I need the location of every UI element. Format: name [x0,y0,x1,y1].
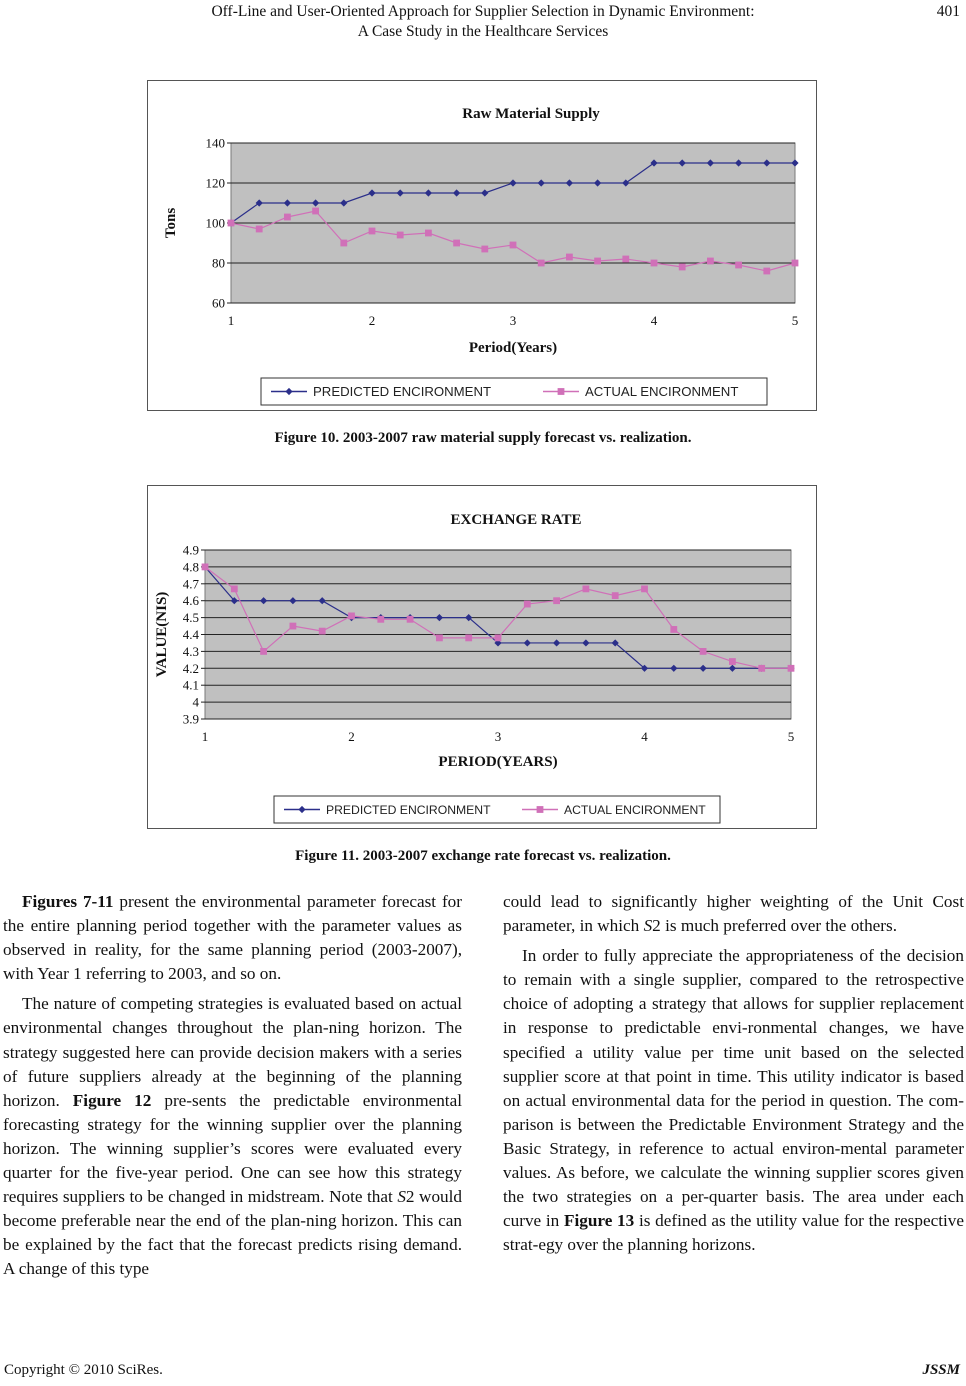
data-point [538,260,545,267]
data-point [340,240,347,247]
data-point [510,242,517,249]
data-point [670,626,677,633]
data-point [641,585,648,592]
paragraph [3,992,462,1281]
legend [274,796,720,823]
legend-label: PREDICTED ENCIRONMENT [313,384,492,399]
supplier-symbol: S [397,1187,406,1207]
paragraph [503,890,964,938]
legend [261,378,767,405]
data-point [260,648,267,655]
data-point [397,232,404,239]
footer-journal: JSSM [922,1362,960,1378]
y-tick-label: 60 [212,295,225,311]
data-point [319,628,326,635]
x-tick-label: 2 [368,313,376,328]
data-point [202,564,209,571]
x-tick-label: 1 [201,729,209,744]
legend-label: ACTUAL ENCIRONMENT [564,803,706,817]
data-point [290,623,297,630]
data-point [228,220,235,227]
y-tick-label: 3.9 [182,711,199,727]
x-tick-label: 1 [227,313,235,328]
paragraph-text: is defined as the utility value for the respective strat-egy over the planning horizons. [503,1211,964,1255]
legend-marker [558,388,565,395]
y-tick-label: 4.3 [182,643,199,659]
page-number: 401 [936,3,960,20]
y-tick-label: 120 [205,175,225,191]
footer-copyright: Copyright © 2010 SciRes. [4,1362,163,1378]
paragraph-text: 2 would become preferable near the end of the plan-ning horizon. This can be explained by the fact that the forecast predicts rising demand. A change of this type [3,1187,463,1279]
header-title-line2: A Case Study in the Healthcare Services [357,23,609,40]
data-point [679,264,686,271]
y-tick-label: 4.9 [182,542,199,558]
data-point [792,260,799,267]
y-axis-label: VALUE(NIS) [154,591,170,678]
figure-reference: Figure 12 [72,1090,152,1110]
x-tick-label: 4 [650,313,658,328]
data-point [284,214,291,221]
supplier-symbol: S [643,916,653,936]
y-tick-label: 4.2 [182,660,199,676]
y-tick-label: 140 [205,135,225,151]
data-point [407,616,414,623]
figure-10-caption: Figure 10. 2003-2007 raw material supply forecast vs. realization. [274,430,692,446]
y-tick-label: 4.7 [182,576,199,592]
data-point [651,260,658,267]
data-point [465,634,472,641]
figure-reference: Figure 13 [563,1211,635,1231]
data-point [763,268,770,275]
x-axis-label: Period(Years) [468,340,558,356]
data-point [369,228,376,235]
data-point [566,254,573,261]
data-point [700,648,707,655]
data-point [612,592,619,599]
data-point [453,240,460,247]
figure-11-chart [147,485,817,829]
y-tick-label: 4.8 [182,559,199,575]
y-axis-label: Tons [163,207,179,239]
paragraph-text: could lead to significantly higher weighting of the Unit Cost parameter, in which [503,892,964,936]
figure-reference: Figures 7-11 [22,892,114,911]
paragraph-text: pre-sents the predictable environmental forecasting strategy for the winning supplier over the planning horizon. The winning supplier’s scores were evaluated every quarter for the five-year period. One can see how this strategy requires suppliers to be changed in midstream. Note that [3,1090,462,1207]
data-point [553,597,560,604]
data-point [707,258,714,265]
chart-title: EXCHANGE RATE [450,512,582,528]
data-point [256,226,263,233]
header-title-line1: Off-Line and User-Oriented Approach for Supplier Selection in Dynamic Environment: [211,3,755,20]
y-tick-label: 80 [212,255,225,271]
data-point [788,665,795,672]
y-tick-label: 4.5 [182,610,199,626]
data-point [594,258,601,265]
paragraph-text: The nature of competing strategies is evaluated based on actual environmental changes throughout the plan-ning horizon. The strategy suggested here can provide decision makers with a series of future suppliers already at the beginning of the planning horizon. [3,994,462,1110]
paragraph [503,944,964,1257]
x-tick-label: 2 [348,729,355,744]
paragraph [3,890,462,986]
data-point [425,230,432,237]
x-tick-label: 4 [641,729,648,744]
exchange-rate-chart [148,486,815,827]
data-point [758,665,765,672]
data-point [622,256,629,263]
y-tick-label: 100 [205,215,225,231]
left-column [3,890,462,1282]
data-point [735,262,742,269]
data-point [524,601,531,608]
chart-title: Raw Material Supply [462,106,600,122]
legend-label: ACTUAL ENCIRONMENT [585,384,739,399]
data-point [348,613,355,620]
data-point [729,658,736,665]
figure-10-chart [147,80,817,411]
paragraph-text: present the environmental parameter forecast for the entire planning period together with the parameter values as observed in reality, for the same planning period (2003-2007), with Year 1 referring to 2003, and so on. [3,892,462,984]
right-column [503,890,964,1257]
y-tick-label: 4 [192,694,199,710]
paragraph-text: 2 is much preferred over the others. [652,916,898,936]
y-tick-label: 4.4 [182,627,199,642]
x-tick-label: 3 [509,313,517,328]
running-header [0,2,966,42]
figure-11-caption: Figure 11. 2003-2007 exchange rate forecast vs. realization. [295,848,671,864]
y-tick-label: 4.1 [182,677,199,693]
x-axis-label: PERIOD(YEARS) [438,754,558,770]
x-tick-label: 5 [791,313,799,328]
x-tick-label: 5 [787,729,795,744]
data-point [436,634,443,641]
data-point [312,208,319,215]
data-point [583,585,590,592]
y-tick-label: 4.6 [182,593,199,609]
raw-material-supply-chart [148,81,815,409]
data-point [377,616,384,623]
x-tick-label: 3 [494,729,502,744]
paragraph-text: In order to fully appreciate the appropriateness of the decision to remain with a single supplier, compared to the retrospective choice of adopting a strategy that allows for supplier replacement in response to predictable envi-ronmental changes, we have specified a utility value per time unit based on the selected supplier score at that point in time. This utility indicator is based on actual environmental data for the period in question. The com-parison is between the Predictable Environment Strategy and the Basic Strategy, in reference to actual environ-mental parameter values. As before, we calculate the winning supplier scores given the two strategies on a per-quarter basis. The area under each curve in [503,946,964,1231]
data-point [231,585,238,592]
data-point [481,246,488,253]
data-point [495,634,502,641]
legend-label: PREDICTED ENCIRONMENT [326,803,491,817]
legend-marker [537,806,544,813]
